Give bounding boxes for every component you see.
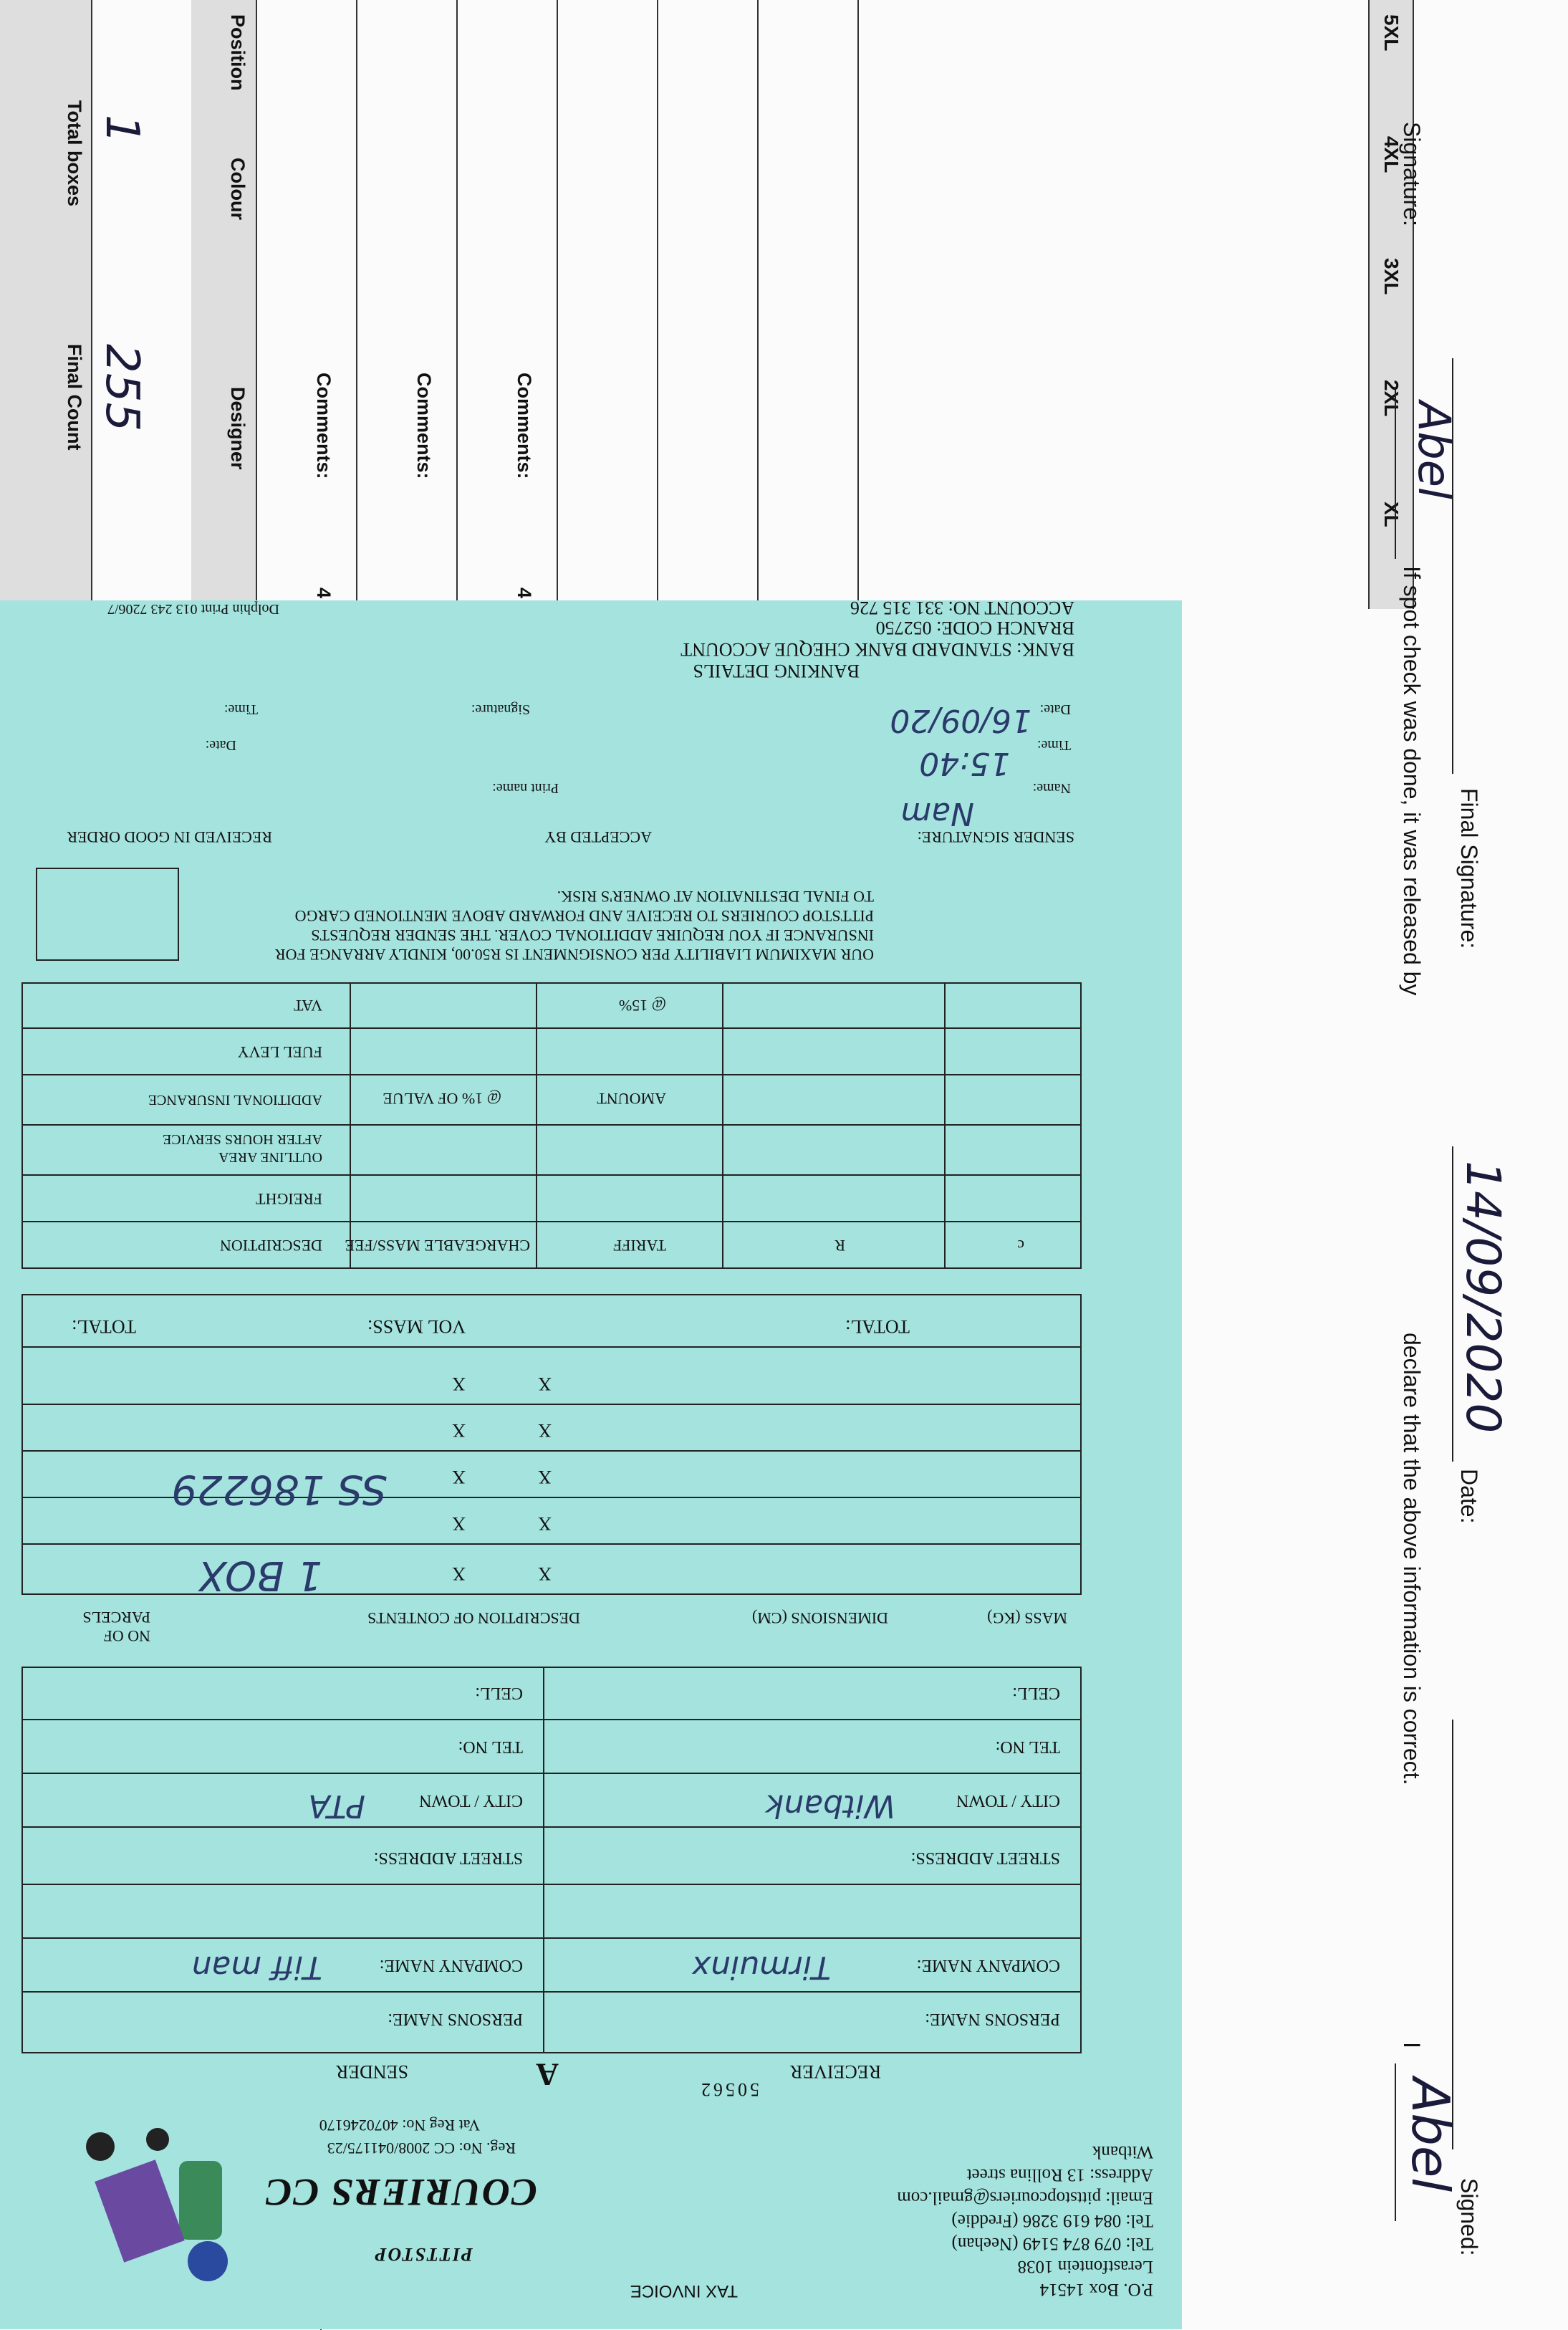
parcels-table — [21, 1294, 1082, 1595]
time-label-2: Time: — [223, 701, 258, 717]
sender-tel: TEL NO: — [458, 1737, 523, 1756]
liability-line-4: TO FINAL DESTINATION AT OWNER'S RISK. — [557, 888, 874, 906]
comments-row-3 — [456, 0, 558, 609]
reg-number: Reg. No: CC 2008/041175/23 — [327, 2139, 516, 2157]
charges-description: DESCRIPTION — [219, 1237, 322, 1255]
final-count-values-row — [91, 0, 193, 609]
liability-block — [275, 887, 874, 964]
accepted-time-hand: 15:40 — [919, 745, 1010, 782]
insurance-amount: AMOUNT — [597, 1090, 666, 1108]
date-label-1: Date: — [205, 737, 236, 753]
stamp-box — [36, 868, 179, 961]
company-address-block — [897, 2140, 1153, 2301]
total-boxes-value: 1 — [95, 115, 148, 144]
dimension-x-1b: X — [452, 1563, 466, 1584]
designer-row — [191, 0, 257, 609]
banking-title: BANKING DETAILS — [693, 661, 860, 681]
date-label-2: Date: — [1039, 701, 1071, 717]
date-line — [1452, 1146, 1453, 1462]
final-signature-label: Final Signature: — [1456, 788, 1482, 949]
address-line-7: Witbank — [1092, 2142, 1153, 2162]
charges-cents: c — [1017, 1237, 1024, 1255]
vol-mass-label: VOL MASS: — [367, 1316, 466, 1337]
accepted-date-hand: 16/09/20 — [890, 702, 1031, 739]
receiver-city-hand: Witbank — [765, 1788, 895, 1824]
signed-line — [1452, 1720, 1453, 2149]
receiver-city: CITY / TOWN — [956, 1791, 1060, 1810]
signature-label-wb: Signature: — [471, 701, 530, 717]
tax-invoice-label: TAX INVOICE — [630, 2281, 738, 2301]
date-label: Date: — [1456, 1469, 1482, 1524]
charge-fuel-levy: FUEL LEVY — [237, 1043, 322, 1061]
comments-row-1 — [256, 0, 357, 609]
final-count-label: Final Count — [64, 344, 85, 451]
serial-number: 50562 — [698, 2079, 759, 2100]
released-by-line — [1395, 387, 1396, 559]
receiver-company-name: COMPANY NAME: — [916, 1956, 1060, 1975]
sender-cell: CELL: — [475, 1684, 523, 1702]
dimension-x-3a: X — [538, 1467, 552, 1487]
accepted-by: ACCEPTED BY — [544, 828, 652, 846]
copy-letter: A — [536, 2057, 559, 2092]
branch-code: BRANCH CODE: 052750 — [875, 618, 1074, 638]
total-label-1: TOTAL: — [72, 1316, 136, 1337]
parcel-description-hand-2: SS 186229 — [171, 1466, 387, 1512]
charges-mass-fee: CHARGEABLE MASS/FEE — [345, 1237, 530, 1255]
vat-number: Vat Reg No: 4070246170 — [319, 2116, 480, 2134]
date-value: 14/09/2020 — [1456, 1161, 1511, 1434]
printer-credit: Dolphin Print 013 243 7206/7 — [107, 601, 279, 617]
dimension-x-4a: X — [538, 1420, 552, 1441]
address-line-4: Tel: 084 619 3286 (Freddie) — [951, 2211, 1153, 2230]
comments-label-3: Comments: — [514, 373, 535, 479]
company-name-line2: COURIERS CC — [264, 2171, 537, 2214]
sender-city-hand: PTA — [308, 1788, 365, 1824]
receiver-company-hand: Tirmuinx — [691, 1949, 831, 1985]
dimension-x-4b: X — [452, 1420, 466, 1441]
comments-label-1: Comments: — [313, 373, 335, 479]
designer-label: Designer — [227, 387, 249, 470]
address-line-1: P.O. Box 14514 — [1039, 2280, 1153, 2299]
size-3xl: 3XL — [1380, 258, 1403, 295]
comments-row-5 — [657, 0, 759, 609]
signature-label: Signature: — [1399, 122, 1425, 226]
receiver-street-address: STREET ADDRESS: — [910, 1849, 1060, 1867]
size-xl: XL — [1380, 502, 1403, 527]
total-label-2: TOTAL: — [845, 1316, 910, 1337]
dimension-x-2b: X — [452, 1513, 466, 1534]
address-line-5: Email: pittstopcouriers@gmail.com — [897, 2188, 1153, 2207]
sender-company-hand: Tiff man — [191, 1949, 322, 1985]
sender-company-name: COMPANY NAME: — [379, 1956, 523, 1975]
final-signature-line — [1452, 358, 1453, 774]
sender-signature: SENDER SIGNATURE: — [917, 828, 1074, 846]
dimension-x-1a: X — [538, 1563, 552, 1584]
comments-row-2 — [356, 0, 458, 609]
courier-trolley-icon — [64, 2118, 251, 2297]
address-line-6: Address: 13 Rollina street — [966, 2165, 1153, 2185]
receiver-tel: TEL NO: — [995, 1737, 1060, 1756]
bank-line: BANK: STANDARD BANK CHEQUE ACCOUNT — [680, 639, 1074, 660]
address-line-3: Tel: 079 874 5149 (Neehan) — [951, 2234, 1153, 2253]
received-good-order: RECEIVED IN GOOD ORDER — [67, 828, 272, 846]
time-label-1: Time: — [1036, 737, 1071, 753]
parcels-header-count: NO OF PARCELS — [82, 1609, 150, 1645]
courier-waybill — [0, 600, 1182, 2329]
spot-check-text: If spot check was done, it was released by — [1399, 566, 1425, 996]
sender-persons-name: PERSONS NAME: — [388, 2010, 523, 2028]
dimension-x-5a: X — [538, 1373, 552, 1394]
charge-vat: VAT — [294, 997, 322, 1015]
final-count-row — [0, 0, 92, 609]
comments-row-6 — [757, 0, 859, 609]
vat-percent: @ 15% — [618, 997, 666, 1015]
print-name-label: Print name: — [492, 780, 559, 796]
liability-line-1: OUR MAXIMUM LIABILITY PER CONSIGNMENT IS R50.00, KINDLY ARRANGE FOR — [274, 946, 874, 964]
accepted-name-hand: Nam — [900, 795, 974, 832]
sender-city: CITY / TOWN — [419, 1791, 523, 1810]
account-number: ACCOUNT NO: 331 315 726 — [850, 598, 1074, 618]
name-label: Name: — [1032, 780, 1071, 796]
size-2xl: 2XL — [1380, 380, 1403, 417]
sender-label: SENDER — [335, 2061, 408, 2082]
size-4xl: 4XL — [1380, 136, 1403, 173]
charge-additional-insurance: ADDITIONAL INSURANCE — [148, 1092, 322, 1108]
row-number-1: 4 — [313, 588, 335, 599]
charges-table — [21, 982, 1082, 1269]
insurance-percent: @ 1% OF VALUE — [383, 1090, 501, 1108]
receiver-cell: CELL: — [1012, 1684, 1060, 1702]
company-name-line1: PITTSTOP — [373, 2244, 473, 2265]
dimension-x-2a: X — [538, 1513, 552, 1534]
signed-label: Signed: — [1456, 2178, 1482, 2256]
parcels-header-mass: MASS (KG) — [987, 1609, 1067, 1627]
parcels-header-dimensions: DIMENSIONS (CM) — [751, 1609, 888, 1627]
released-by-name: Abel — [1408, 401, 1461, 500]
declaration-text: declare that the above information is correct. — [1399, 1333, 1425, 1785]
size-header-row — [1368, 0, 1414, 609]
declaration-name: Abel — [1400, 2078, 1461, 2192]
receiver-label: RECEIVER — [789, 2061, 881, 2082]
comments-label-2: Comments: — [413, 373, 435, 479]
declaration-prefix: I — [1399, 2042, 1425, 2048]
declaration-name-line — [1395, 2063, 1396, 2221]
dimension-x-3b: X — [452, 1467, 466, 1487]
position-label: Position — [227, 14, 249, 91]
charge-freight: FREIGHT — [256, 1190, 322, 1208]
final-count-value: 255 — [95, 344, 148, 432]
size-5xl: 5XL — [1380, 14, 1403, 52]
colour-label: Colour — [227, 158, 249, 220]
comments-row-4 — [557, 0, 658, 609]
receiver-persons-name: PERSONS NAME: — [925, 2010, 1060, 2028]
address-line-2: Lerastfontein 1038 — [1017, 2257, 1153, 2276]
sender-street-address: STREET ADDRESS: — [373, 1849, 523, 1867]
charges-rand: R — [834, 1237, 845, 1255]
charges-tariff: TARIFF — [612, 1237, 666, 1255]
parcel-description-hand: 1 BOX — [198, 1552, 322, 1598]
total-boxes-label: Total boxes — [64, 100, 85, 207]
charge-after-hours: AFTER HOURS SERVICE — [163, 1131, 322, 1147]
liability-line-3: PITTSTOP COURIERS TO RECEIVE AND FORWARD ABOVE MENTIONED CARGO — [294, 907, 874, 925]
dimension-x-5b: X — [452, 1373, 466, 1394]
row-number-2: 4 — [514, 588, 535, 599]
parcels-header-description: DESCRIPTION OF CONTENTS — [367, 1609, 580, 1627]
liability-line-2: INSURANCE IF YOU REQUIRE ADDITIONAL COVER. THE SENDER REQUESTS — [311, 926, 874, 944]
charge-outline-area: OUTLINE AREA — [218, 1149, 322, 1165]
